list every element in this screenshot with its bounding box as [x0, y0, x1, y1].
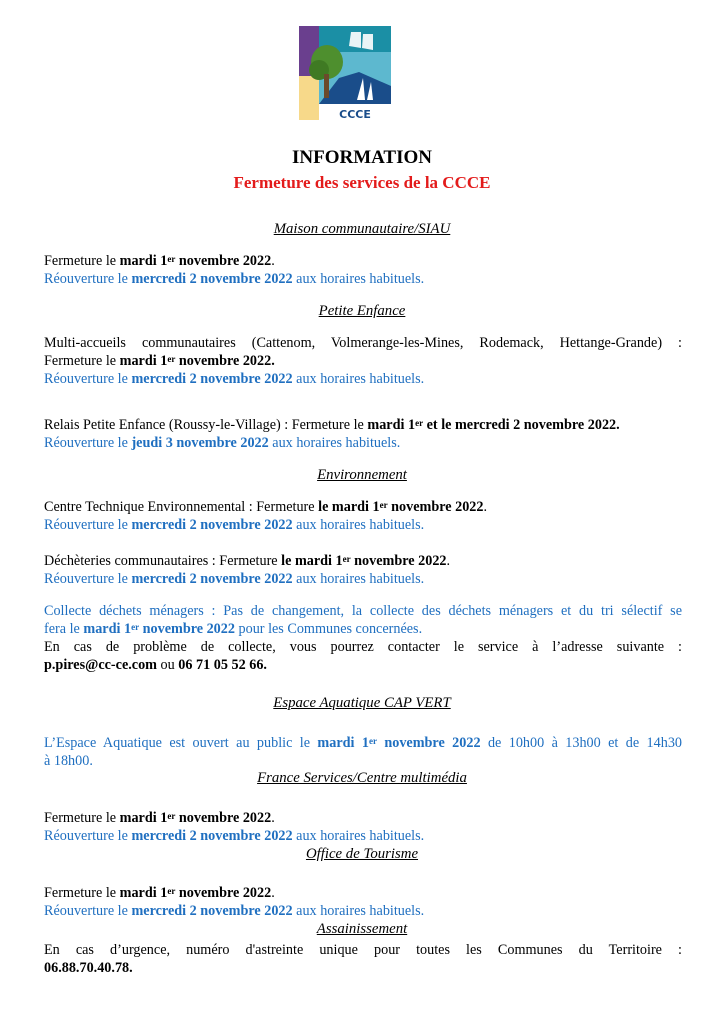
aquatique-line-2: à 18h00.: [44, 753, 93, 769]
france-services-reouverture: Réouverture le mercredi 2 novembre 2022 aux horaires habituels.: [44, 828, 425, 844]
maison-reouverture: Réouverture le mercredi 2 novembre 2022 aux horaires habituels.: [44, 271, 425, 287]
heading-maison: Maison communautaire/SIAU: [273, 221, 451, 237]
ccce-logo: [299, 26, 391, 120]
page-title: INFORMATION: [291, 147, 433, 168]
heading-aquatique: Espace Aquatique CAP VERT: [273, 695, 451, 711]
probleme-line-1: En cas de problème de collecte, vous pourrez contacter le service à l’adresse suivante :: [44, 639, 682, 655]
multi-accueils-line: Multi-accueils communautaires (Cattenom, Volmerange-les-Mines, Rodemack, Hettange-Grande) :: [44, 335, 682, 351]
multi-accueils-reouverture: Réouverture le mercredi 2 novembre 2022 aux horaires habituels.: [44, 371, 425, 387]
decheteries-fermeture: Déchèteries communautaires : Fermeture le mardi 1er novembre 2022.: [44, 553, 451, 569]
heading-environnement: Environnement: [317, 467, 407, 483]
assainissement-line-1: En cas d’urgence, numéro d'astreinte unique pour toutes les Communes du Territoire :: [44, 942, 682, 958]
probleme-line-2: p.pires@cc-ce.com ou 06 71 05 52 66.: [44, 657, 267, 673]
collecte-line-1: Collecte déchets ménagers : Pas de changement, la collecte des déchets ménagers et du tri sélectif se: [44, 603, 682, 619]
france-services-fermeture: Fermeture le mardi 1er novembre 2022.: [44, 810, 275, 826]
collecte-line-2: fera le mardi 1er novembre 2022 pour les Communes concernées.: [44, 621, 423, 637]
heading-france-services: France Services/Centre multimédia: [257, 770, 467, 786]
contact-phone: 06 71 05 52 66.: [178, 657, 267, 673]
decheteries-reouverture: Réouverture le mercredi 2 novembre 2022 aux horaires habituels.: [44, 571, 425, 587]
page-subtitle: Fermeture des services de la CCCE: [233, 173, 491, 192]
tourisme-fermeture: Fermeture le mardi 1er novembre 2022.: [44, 885, 275, 901]
tourisme-reouverture: Réouverture le mercredi 2 novembre 2022 aux horaires habituels.: [44, 903, 425, 919]
svg-text:CCCE: CCCE: [339, 108, 371, 120]
aquatique-line-1: L’Espace Aquatique est ouvert au public le mardi 1er novembre 2022 de 10h00 à 13h00 et de 14h30: [44, 735, 683, 751]
heading-assainissement: Assainissement: [316, 921, 408, 937]
centre-technique-fermeture: Centre Technique Environnemental : Fermeture le mardi 1er novembre 2022.: [44, 499, 488, 515]
multi-accueils-fermeture: Fermeture le mardi 1er novembre 2022.: [44, 353, 275, 369]
centre-technique-reouverture: Réouverture le mercredi 2 novembre 2022 aux horaires habituels.: [44, 517, 425, 533]
contact-email: p.pires@cc-ce.com: [44, 657, 157, 673]
maison-fermeture: Fermeture le mardi 1er novembre 2022.: [44, 253, 275, 269]
relais-reouverture: Réouverture le jeudi 3 novembre 2022 aux horaires habituels.: [44, 435, 401, 451]
heading-tourisme: Office de Tourisme: [305, 846, 419, 862]
assainissement-phone: 06.88.70.40.78.: [44, 960, 133, 976]
relais-fermeture: Relais Petite Enfance (Roussy-le-Village) : Fermeture le mardi 1er et le mercredi 2 novembre 2022.: [44, 417, 620, 433]
heading-petite-enfance: Petite Enfance: [318, 303, 406, 319]
